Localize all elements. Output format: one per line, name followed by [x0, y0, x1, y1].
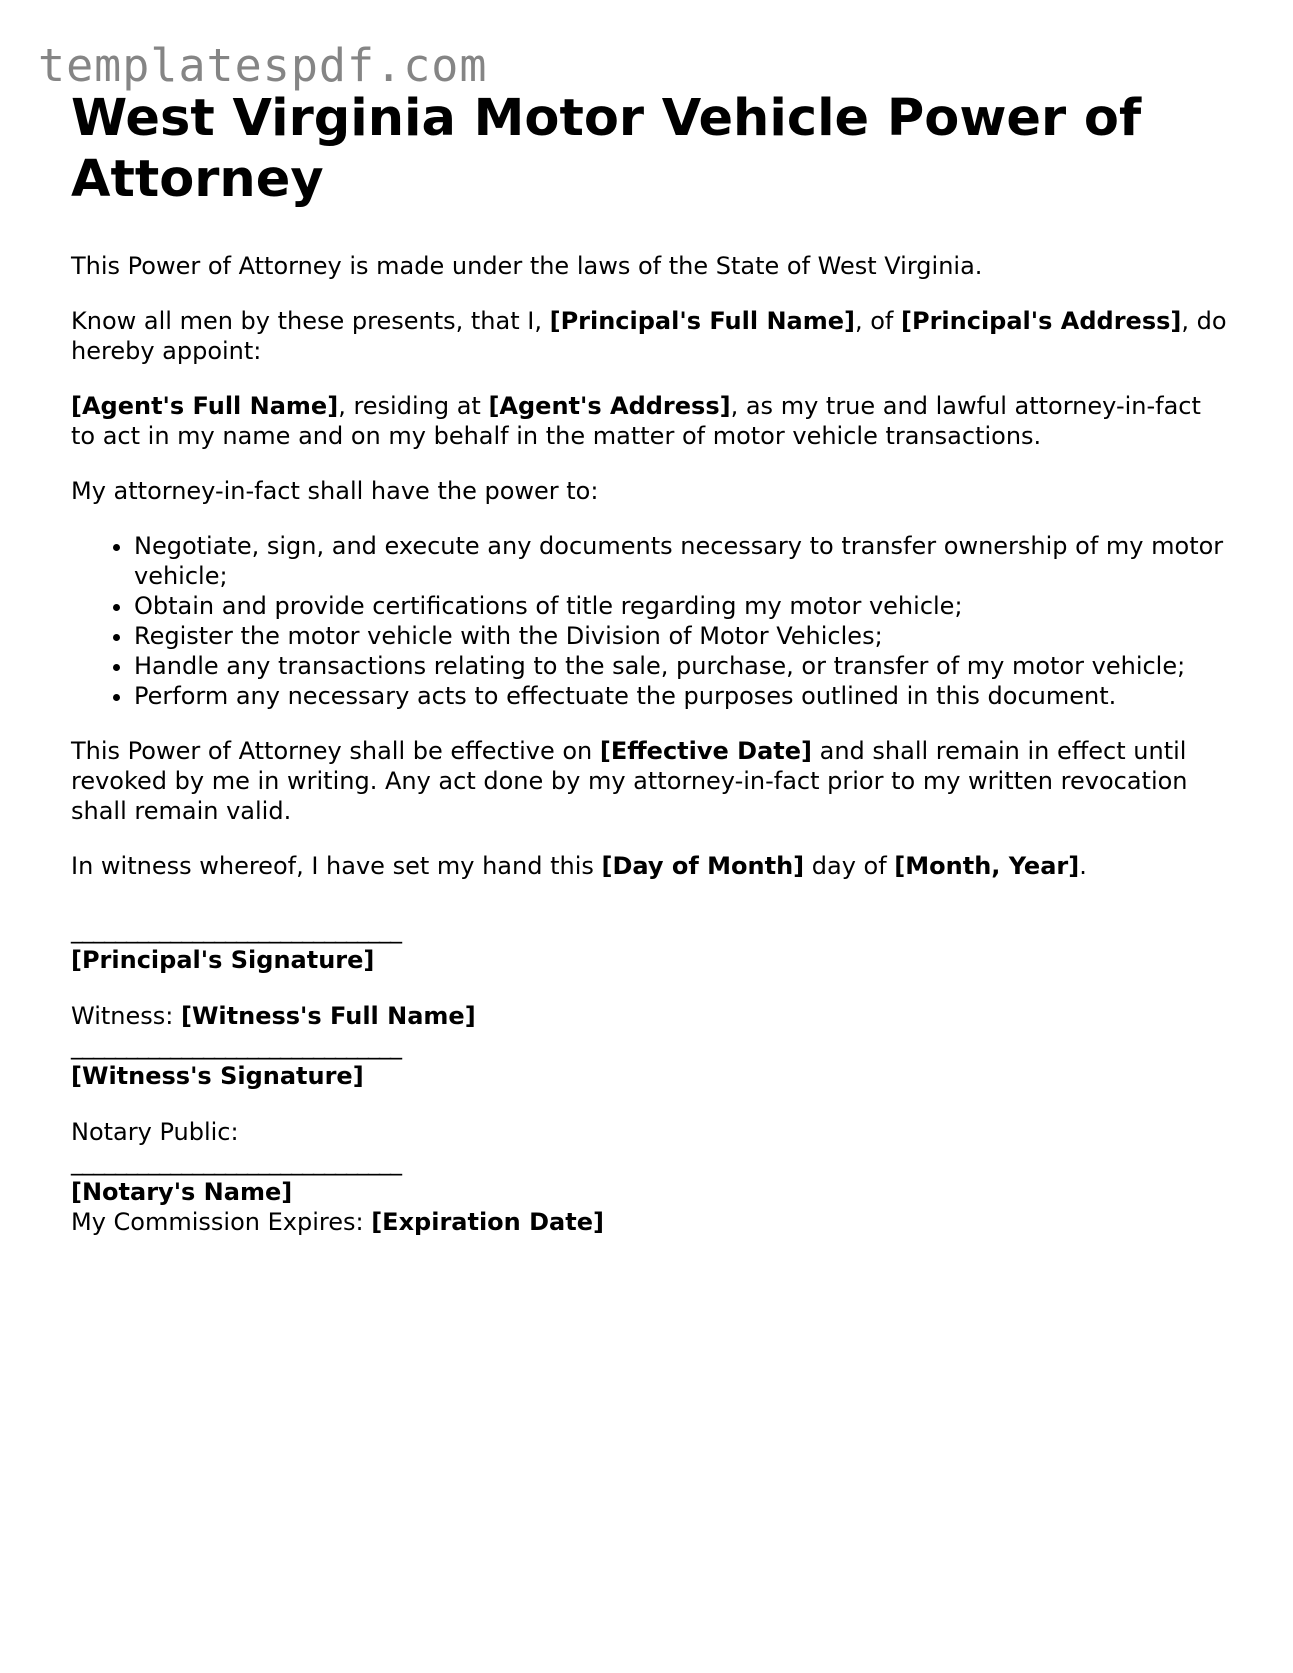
effective-paragraph [71, 736, 1231, 826]
witness-name-row [71, 1001, 1231, 1031]
witness-signature-placeholder: [Witness's Signature] [71, 1062, 364, 1090]
agent-paragraph [71, 391, 1231, 451]
agent-address-placeholder: [Agent's Address] [488, 392, 731, 420]
principal-signature-placeholder: [Principal's Signature] [71, 946, 375, 974]
witness-clause-suffix: . [1079, 852, 1087, 880]
notary-label: Notary Public: [71, 1118, 239, 1146]
principal-signature-label [71, 945, 1231, 975]
notary-name-label [71, 1177, 1231, 1207]
witness-clause-prefix: In witness whereof, I have set my hand this [71, 852, 602, 880]
commission-row [71, 1207, 1231, 1237]
watermark: templatespdf.com [38, 39, 488, 92]
appointment-suffix: , do hereby appoint: [71, 307, 1227, 365]
intro-paragraph: This Power of Attorney is made under the laws of the State of West Virginia. [71, 252, 983, 280]
document-title: West Virginia Motor Vehicle Power of Attorney [71, 89, 1142, 209]
effective-prefix: This Power of Attorney shall be effective on [71, 737, 600, 765]
expiration-date-placeholder: [Expiration Date] [371, 1208, 604, 1236]
agent-name-placeholder: [Agent's Full Name] [71, 392, 339, 420]
agent-mid: , residing at [338, 392, 489, 420]
power-item: • Register the motor vehicle with the Division of Motor Vehicles; [134, 621, 1231, 651]
principal-address-placeholder: [Principal's Address] [901, 307, 1182, 335]
month-year-placeholder: [Month, Year] [894, 852, 1080, 880]
appointment-prefix: Know all men by these presents, that I, [71, 307, 550, 335]
document-body [71, 88, 1231, 1237]
power-item: • Negotiate, sign, and execute any documents necessary to transfer ownership of my motor vehicle; [134, 531, 1231, 591]
witness-label: Witness: [71, 1002, 181, 1030]
power-item: • Handle any transactions relating to the sale, purchase, or transfer of my motor vehicle; [134, 651, 1231, 681]
effective-date-placeholder: [Effective Date] [599, 737, 812, 765]
witness-signature-line: ______________________________ [71, 1032, 401, 1060]
power-item: • Perform any necessary acts to effectuate the purposes outlined in this document. [134, 681, 1231, 711]
appointment-paragraph [71, 306, 1231, 366]
principal-name-placeholder: [Principal's Full Name] [549, 307, 855, 335]
effective-suffix: and shall remain in effect until revoked by me in writing. Any act done by my attorney-in-fact prior to my written revocation shall remain valid. [71, 737, 1188, 825]
witness-signature-label [71, 1061, 1231, 1091]
witness-clause-mid: day of [804, 852, 895, 880]
witness-clause [71, 851, 1231, 881]
powers-intro: My attorney-in-fact shall have the power to: [71, 477, 599, 505]
power-item: • Obtain and provide certifications of title regarding my motor vehicle; [134, 591, 1231, 621]
principal-signature-line: ______________________________ [71, 916, 401, 944]
notary-name-placeholder: [Notary's Name] [71, 1178, 293, 1206]
notary-signature-line: ______________________________ [71, 1148, 401, 1176]
commission-label: My Commission Expires: [71, 1208, 372, 1236]
day-placeholder: [Day of Month] [601, 852, 805, 880]
appointment-mid: , of [854, 307, 902, 335]
powers-list [71, 531, 1231, 711]
witness-name-placeholder: [Witness's Full Name] [180, 1002, 476, 1030]
agent-suffix: , as my true and lawful attorney-in-fact to act in my name and on my behalf in the matter of motor vehicle transactions. [71, 392, 1201, 450]
